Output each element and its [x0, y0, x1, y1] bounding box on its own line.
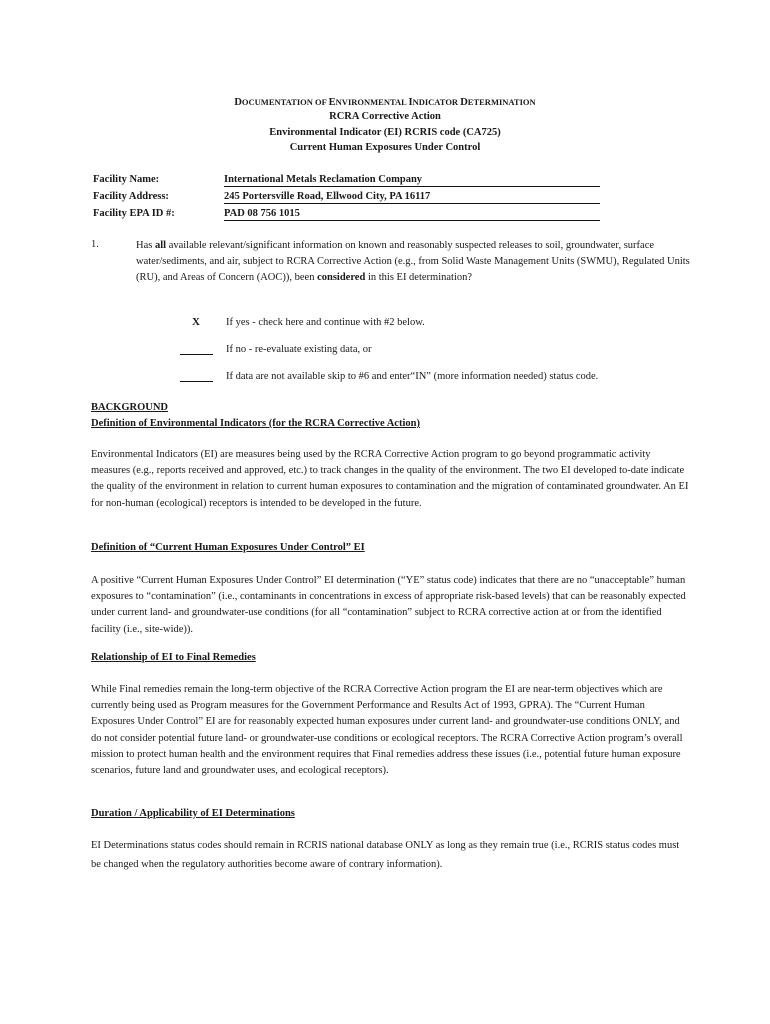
human-exposures-heading: Definition of “Current Human Exposures Under Control” EI	[91, 542, 365, 553]
facility-epa-value: PAD 08 756 1015	[224, 208, 600, 221]
question-number: 1.	[91, 239, 99, 250]
option-yes-text: If yes - check here and continue with #2 below.	[226, 317, 425, 328]
final-remedies-paragraph: While Final remedies remain the long-term objective of the RCRA Corrective Action program the EI are near-term objectives which are currently being used as Program measures for the Government Performance and Results Act of 1993, GPRA). The “Current Human Exposures Under Control” EI are for reasonably expected human exposures under current land- and groundwater-use conditions ONLY, and do not consider potential future land- or groundwater-use conditions or ecological receptors. The RCRA Corrective Action program’s overall mission to protect human health and the environment requires that Final remedies address these issues (i.e., potential future human exposure scenarios, future land and groundwater uses, and ecological receptors).	[91, 684, 683, 777]
option-na-blank[interactable]	[180, 381, 213, 382]
title-line-3: Environmental Indicator (EI) RCRIS code (CA725)	[269, 127, 501, 138]
ei-definition-heading: Definition of Environmental Indicators (for the RCRA Corrective Action)	[91, 418, 420, 429]
document-title: DOCUMENTATION OF ENVIRONMENTAL INDICATOR DETERMINATION	[234, 97, 536, 108]
option-no-blank[interactable]	[180, 354, 213, 355]
facility-address-label: Facility Address:	[93, 191, 169, 202]
human-exposures-paragraph: A positive “Current Human Exposures Under Control” EI determination (“YE” status code) indicates that there are no “unacceptable” human exposures to “contamination” (i.e., contaminants in concentrations in excess of appropriate risk-based levels) that can be reasonably expected under current land- and groundwater-use conditions (for all “contamination” subject to RCRA corrective action at or from the identified facility (i.e., site-wide)).	[91, 575, 686, 635]
duration-paragraph: EI Determinations status codes should remain in RCRIS national database ONLY as long as they remain true (i.e., RCRIS status codes must be changed when the regulatory authorities become aware of contrary information).	[91, 840, 680, 870]
final-remedies-heading: Relationship of EI to Final Remedies	[91, 652, 256, 663]
background-heading: BACKGROUND	[91, 402, 169, 413]
facility-name-label: Facility Name:	[93, 174, 160, 185]
option-yes-mark: X	[192, 316, 200, 328]
option-na-text: If data are not available skip to #6 and enter“IN” (more information needed) status code.	[226, 371, 599, 382]
ei-definition-paragraph: Environmental Indicators (EI) are measures being used by the RCRA Corrective Action program to go beyond programmatic activity measures (e.g., reports received and approved, etc.) to track changes in the quality of the environment. The two EI developed to-date indicate the quality of the environment in relation to current human exposures to contamination and the migration of contaminated groundwater. An EI for non-human (ecological) receptors is intended to be developed in the future.	[91, 449, 689, 509]
facility-epa-label: Facility EPA ID #:	[93, 208, 175, 219]
title-line-4: Current Human Exposures Under Control	[289, 142, 481, 153]
option-no-text: If no - re-evaluate existing data, or	[226, 344, 372, 355]
question-1-text: Has all available relevant/significant information on known and reasonably suspected releases to soil, groundwater, surface water/sediments, and air, subject to RCRA Corrective Action (e.g., from Solid Waste Management Units (SWMU), Regulated Units (RU), and Areas of Concern (AOC)), been considered in this EI determination?	[136, 240, 690, 284]
duration-heading: Duration / Applicability of EI Determinations	[91, 808, 295, 819]
facility-name-value: International Metals Reclamation Company	[224, 174, 600, 187]
title-line-2: RCRA Corrective Action	[329, 111, 441, 122]
facility-address-value: 245 Portersville Road, Ellwood City, PA 16117	[224, 191, 600, 204]
